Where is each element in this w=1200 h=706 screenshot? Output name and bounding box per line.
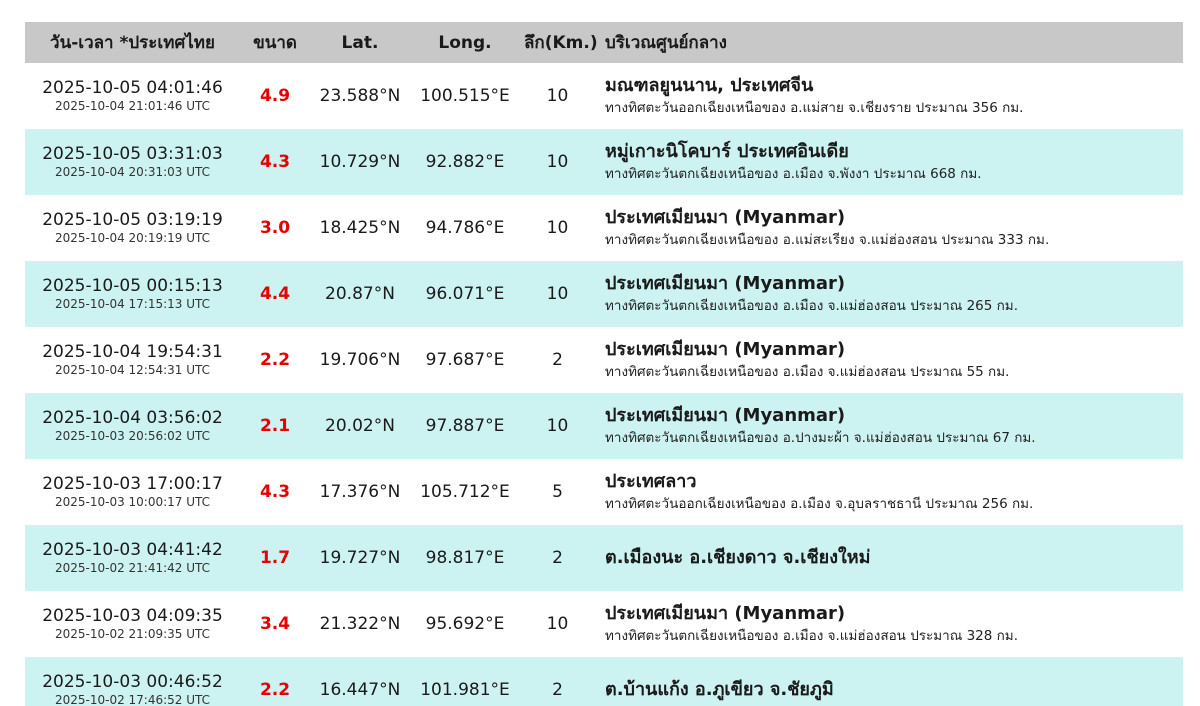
epicenter-region-detail: ทางทิศตะวันออกเฉียงเหนือของ อ.แม่สาย จ.เชียงราย ประมาณ 356 กม. [605,99,1024,116]
epicenter-cell [595,393,1183,459]
epicenter-region-title: หมู่เกาะนิโคบาร์ ประเทศอินเดีย [605,140,849,162]
epicenter-region-detail: ทางทิศตะวันตกเฉียงเหนือของ อ.เมือง จ.พังงา ประมาณ 668 กม. [605,165,982,182]
local-time: 2025-10-05 04:01:46 [42,77,223,98]
header-datetime: วัน-เวลา *ประเทศไทย [25,22,240,63]
table-row [25,129,1183,195]
epicenter-region-title: ประเทศลาว [605,470,697,492]
epicenter-region-detail: ทางทิศตะวันตกเฉียงเหนือของ อ.เมือง จ.แม่ฮ่องสอน ประมาณ 55 กม. [605,363,1010,380]
epicenter-cell [595,591,1183,657]
depth-value: 2 [552,680,563,700]
magnitude-value: 4.3 [259,152,291,172]
epicenter-region-title: มณฑลยูนนาน, ประเทศจีน [605,74,814,96]
epicenter-region-detail: ทางทิศตะวันตกเฉียงเหนือของ อ.เมือง จ.แม่ฮ่องสอน ประมาณ 265 กม. [605,297,1018,314]
local-time: 2025-10-03 00:46:52 [42,671,223,692]
header-magnitude: ขนาด [240,22,310,63]
local-time: 2025-10-05 03:31:03 [42,143,223,164]
longitude-value: 100.515°E [420,86,510,106]
table-row [25,393,1183,459]
longitude-value: 92.882°E [425,152,505,172]
utc-time: 2025-10-04 20:31:03 UTC [54,164,211,179]
longitude-value: 96.071°E [425,284,505,304]
magnitude-value: 4.9 [259,86,291,106]
epicenter-region-detail: ทางทิศตะวันตกเฉียงเหนือของ อ.เมือง จ.แม่ฮ่องสอน ประมาณ 328 กม. [605,627,1018,644]
longitude-value: 97.887°E [425,416,505,436]
latitude-value: 20.02°N [325,416,395,436]
depth-value: 10 [546,614,569,634]
epicenter-cell [595,459,1183,525]
epicenter-cell [595,327,1183,393]
epicenter-cell [595,261,1183,327]
epicenter-cell [595,657,1183,706]
datetime-cell [25,393,240,459]
depth-value: 10 [546,152,569,172]
epicenter-region-title: ต.บ้านแก้ง อ.ภูเขียว จ.ชัยภูมิ [605,679,834,701]
earthquake-rows [25,63,1183,706]
header-epicenter-region: บริเวณศูนย์กลาง [595,22,1183,63]
table-row [25,657,1183,706]
utc-time: 2025-10-03 20:56:02 UTC [54,428,211,443]
datetime-cell [25,195,240,261]
table-row [25,459,1183,525]
magnitude-value: 4.3 [259,482,291,502]
datetime-cell [25,327,240,393]
utc-time: 2025-10-04 20:19:19 UTC [54,230,211,245]
datetime-cell [25,459,240,525]
depth-value: 2 [552,548,563,568]
table-row [25,591,1183,657]
local-time: 2025-10-03 04:09:35 [42,605,223,626]
depth-value: 10 [546,218,569,238]
longitude-value: 105.712°E [420,482,510,502]
datetime-cell [25,591,240,657]
latitude-value: 21.322°N [319,614,401,634]
utc-time: 2025-10-03 10:00:17 UTC [54,494,211,509]
utc-time: 2025-10-02 21:41:42 UTC [54,560,211,575]
earthquake-table [25,22,1183,706]
epicenter-region-title: ประเทศเมียนมา (Myanmar) [605,602,846,624]
local-time: 2025-10-04 19:54:31 [42,341,223,362]
epicenter-region-title: ประเทศเมียนมา (Myanmar) [605,272,846,294]
longitude-value: 95.692°E [425,614,505,634]
epicenter-region-title: ประเทศเมียนมา (Myanmar) [605,206,846,228]
depth-value: 5 [552,482,563,502]
depth-value: 10 [546,284,569,304]
datetime-cell [25,63,240,129]
utc-time: 2025-10-02 21:09:35 UTC [54,626,211,641]
table-row [25,261,1183,327]
latitude-value: 10.729°N [319,152,401,172]
local-time: 2025-10-04 03:56:02 [42,407,223,428]
latitude-value: 19.727°N [319,548,401,568]
magnitude-value: 4.4 [259,284,291,304]
utc-time: 2025-10-04 12:54:31 UTC [54,362,211,377]
utc-time: 2025-10-02 17:46:52 UTC [54,692,211,706]
epicenter-region-title: ต.เมืองนะ อ.เชียงดาว จ.เชียงใหม่ [605,547,871,569]
epicenter-region-detail: ทางทิศตะวันตกเฉียงเหนือของ อ.แม่สะเรียง จ.แม่ฮ่องสอน ประมาณ 333 กม. [605,231,1050,248]
latitude-value: 19.706°N [319,350,401,370]
magnitude-value: 2.2 [259,680,291,700]
datetime-cell [25,657,240,706]
table-header-row [25,22,1183,63]
datetime-cell [25,261,240,327]
depth-value: 10 [546,86,569,106]
magnitude-value: 2.1 [259,416,291,436]
longitude-value: 101.981°E [420,680,510,700]
local-time: 2025-10-05 00:15:13 [42,275,223,296]
magnitude-value: 3.0 [259,218,291,238]
epicenter-cell [595,63,1183,129]
header-depth: ลึก(Km.) [520,22,595,63]
table-row [25,195,1183,261]
epicenter-region-title: ประเทศเมียนมา (Myanmar) [605,338,846,360]
local-time: 2025-10-03 04:41:42 [42,539,223,560]
utc-time: 2025-10-04 21:01:46 UTC [54,98,211,113]
local-time: 2025-10-05 03:19:19 [42,209,223,230]
depth-value: 10 [546,416,569,436]
epicenter-cell [595,525,1183,591]
latitude-value: 16.447°N [319,680,401,700]
longitude-value: 97.687°E [425,350,505,370]
longitude-value: 94.786°E [425,218,505,238]
table-row [25,525,1183,591]
table-row [25,327,1183,393]
epicenter-region-detail: ทางทิศตะวันตกเฉียงเหนือของ อ.ปางมะผ้า จ.แม่ฮ่องสอน ประมาณ 67 กม. [605,429,1036,446]
datetime-cell [25,129,240,195]
latitude-value: 23.588°N [319,86,401,106]
epicenter-cell [595,129,1183,195]
magnitude-value: 3.4 [259,614,291,634]
epicenter-region-detail: ทางทิศตะวันออกเฉียงเหนือของ อ.เมือง จ.อุบลราชธานี ประมาณ 256 กม. [605,495,1034,512]
utc-time: 2025-10-04 17:15:13 UTC [54,296,211,311]
magnitude-value: 1.7 [259,548,291,568]
table-row [25,63,1183,129]
epicenter-cell [595,195,1183,261]
datetime-cell [25,525,240,591]
magnitude-value: 2.2 [259,350,291,370]
header-latitude: Lat. [310,22,410,63]
depth-value: 2 [552,350,563,370]
header-longitude: Long. [410,22,520,63]
local-time: 2025-10-03 17:00:17 [42,473,223,494]
latitude-value: 20.87°N [325,284,395,304]
latitude-value: 17.376°N [319,482,401,502]
latitude-value: 18.425°N [319,218,401,238]
longitude-value: 98.817°E [425,548,505,568]
epicenter-region-title: ประเทศเมียนมา (Myanmar) [605,404,846,426]
